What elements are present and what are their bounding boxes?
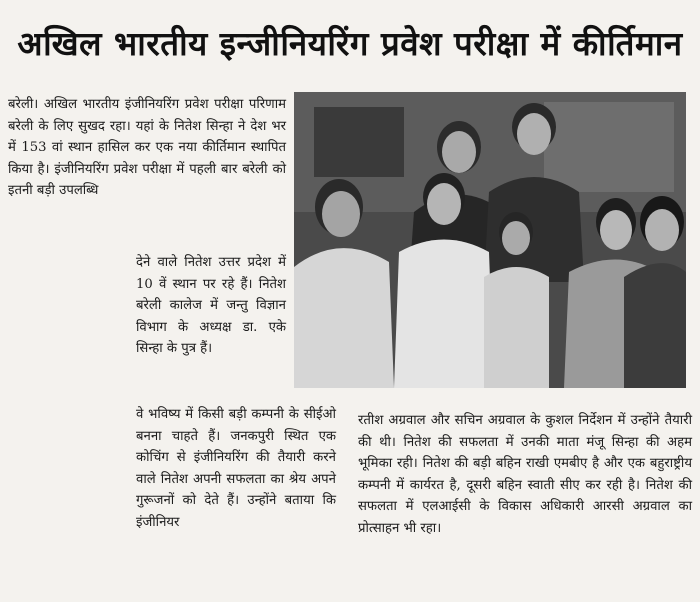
article-column-1: बरेली। अखिल भारतीय इंजीनियरिंग प्रवेश परीक्षा परिणाम बरेली के लिए सुखद रहा। यहां के नितेश सिन्हा ने देश भर में 153 वां स्थान हासिल कर एक नया कीर्तिमान स्थापित किया है। इंजीनियरिंग प्रवेश परीक्षा में पहली बार बरेली को इतनी बड़ी उपलब्धि [8, 97, 286, 199]
article-column-2: देने वाले नितेश उत्तर प्रदेश में 10 वें स्थान पर रहे हैं। नितेश बरेली कालेज में जन्तु विज्ञान विभाग के अध्यक्ष डा. एके सिन्हा के पुत्र हैं। [136, 255, 286, 357]
group-photo [294, 92, 686, 388]
group-photo-illustration [294, 92, 686, 388]
article-column-4: रतीश अग्रवाल और सचिन अग्रवाल के कुशल निर्देशन में उन्होंने तैयारी की थी। नितेश की सफलता में उनकी माता मंजू सिन्हा की अहम भूमिका रही। नितेश की बड़ी बहिन राखी एमबीए है और एक बहुराष्ट्रीय कम्पनी में कार्यरत है, दूसरी बहिन स्वाती सीए कर रही है। नितेश की सफलता में एलआईसी के विकास अधिकारी आरसी अग्रवाल का प्रोत्साहन भी रहा। [358, 413, 692, 536]
article-column-3: वे भविष्य में किसी बड़ी कम्पनी के सीईओ बनना चाहते हैं। जनकपुरी स्थित एक कोचिंग से इंजीनियरिंग की तैयारी करने वाले नितेश अपनी सफलता का श्रेय अपने गुरूजनों को देते हैं। उन्होंने बताया कि इंजीनियर [136, 407, 336, 530]
headline: अखिल भारतीय इन्जीनियरिंग प्रवेश परीक्षा में कीर्तिमान [17, 24, 683, 63]
